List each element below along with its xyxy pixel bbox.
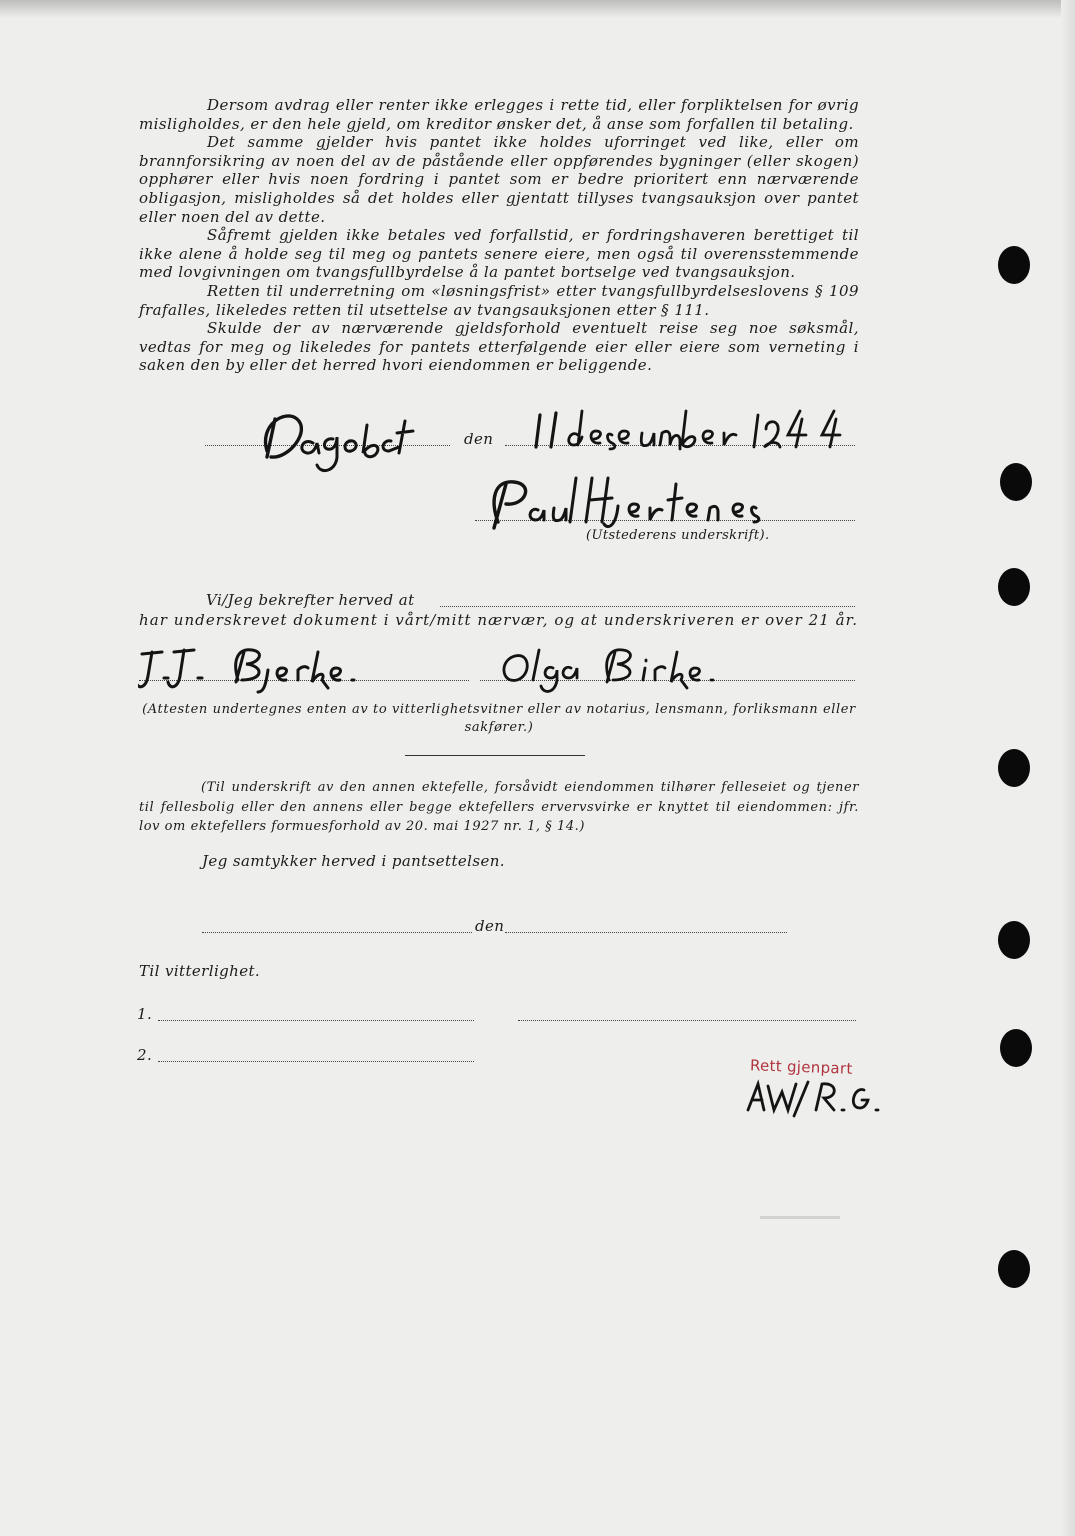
handwritten-witness-1 [138,640,378,700]
paragraph-notice-waiver: Retten til underretning om «løsningsfrist» etter tvangsfullbyrdelseslovens § 109 frafalles, likeledes retten til utsettelse av tvangsauksjonen etter § 111. [139,281,859,319]
scan-top-edge [0,0,1075,18]
bleed-through-mark [760,1216,840,1219]
consent-den-label: den [475,917,505,935]
paragraph-forced-sale: Såfremt gjelden ikke betales ved forfallstid, er fordringshaveren berettiget til ikke alene å holde seg til meg og pantets senere eiere, men også til overensstemmende med lovgivningen om tvangsfullbyrdelse å la pantet bortselge ved tvangsauksjon. [139,226,859,282]
confirmation-line-1: Vi/Jeg bekrefter herved at [206,591,415,609]
witness-number-1: 1. [137,1005,153,1023]
confirmation-name-line [440,606,855,607]
paragraph-default: Dersom avdrag eller renter ikke erlegges i rette tid, eller forpliktelsen for øvrig misligholdes, er den hele gjeld, om kreditor ønsker det, å anse som forfallen til betaling. [139,96,859,133]
scan-right-edge [1061,0,1075,1536]
punch-hole [1000,463,1032,501]
punch-hole [998,246,1030,284]
den-label: den [464,430,494,448]
divider-rule [405,755,585,756]
handwritten-signature [480,470,820,535]
consent-date-line [505,932,787,933]
witness-1-left-line [158,1020,474,1021]
paragraph-venue: Skulde der av nærværende gjeldsforhold eventuelt reise seg noe søksmål, vedtas for meg og likeledes for pantets etterfølgende eier eller eiere som verneting i saken den by eller det herred hvori eiendommen er beliggende. [139,319,859,375]
witness-1-right-line [518,1020,856,1021]
witness-number-2: 2. [137,1046,153,1064]
punch-hole [998,568,1030,606]
paragraph-collateral: Det samme gjelder hvis pantet ikke holdes uforringet ved like, eller om brannforsikring av noen del av de påstående eller oppførendes bygninger (eller skogen) opphører eller hvis noen fordring i pantet som er bedre prioritert enn nærværende obligasjon, misligholdes så det holdes eller gjentatt tillyses tvangsauksjon over pantet eller noen del av dette. [139,133,859,226]
spouse-note: (Til underskrift av den annen ektefelle, forsåvidt eiendommen tilhører felleseiet og tjener til fellesbolig eller den annens eller begge ektefellers ervervsvirke er knyttet til eiendommen: jfr. lov om ektefellers formuesforhold av 20. mai 1927 nr. 1, § 14.) [139,780,859,834]
attestation-note: (Attesten undertegnes enten av to vitterlighetsvitner eller av notarius, lensmann, forliksmann eller sakfører.) [142,702,856,735]
signature-caption: (Utstederens underskrift). [586,528,770,543]
handwritten-witness-2 [495,640,735,700]
handwritten-place [255,405,440,485]
terms-text [139,96,859,375]
punch-hole [1000,1029,1032,1067]
handwritten-date [530,405,870,455]
til-vitterlighet-label: Til vitterlighet. [139,962,261,980]
punch-hole [998,921,1030,959]
punch-hole [998,749,1030,787]
certified-copy-stamp: Rett gjenpart [749,1056,853,1078]
confirmation-line-2: har underskrevet dokument i vårt/mitt nærvær, og at underskriveren er over 21 år. [139,611,859,629]
punch-hole [998,1250,1030,1288]
handwritten-initials [742,1076,902,1120]
witness-2-line [158,1061,474,1062]
consent-place-line [202,932,472,933]
consent-text: Jeg samtykker herved i pantsettelsen. [202,852,505,870]
